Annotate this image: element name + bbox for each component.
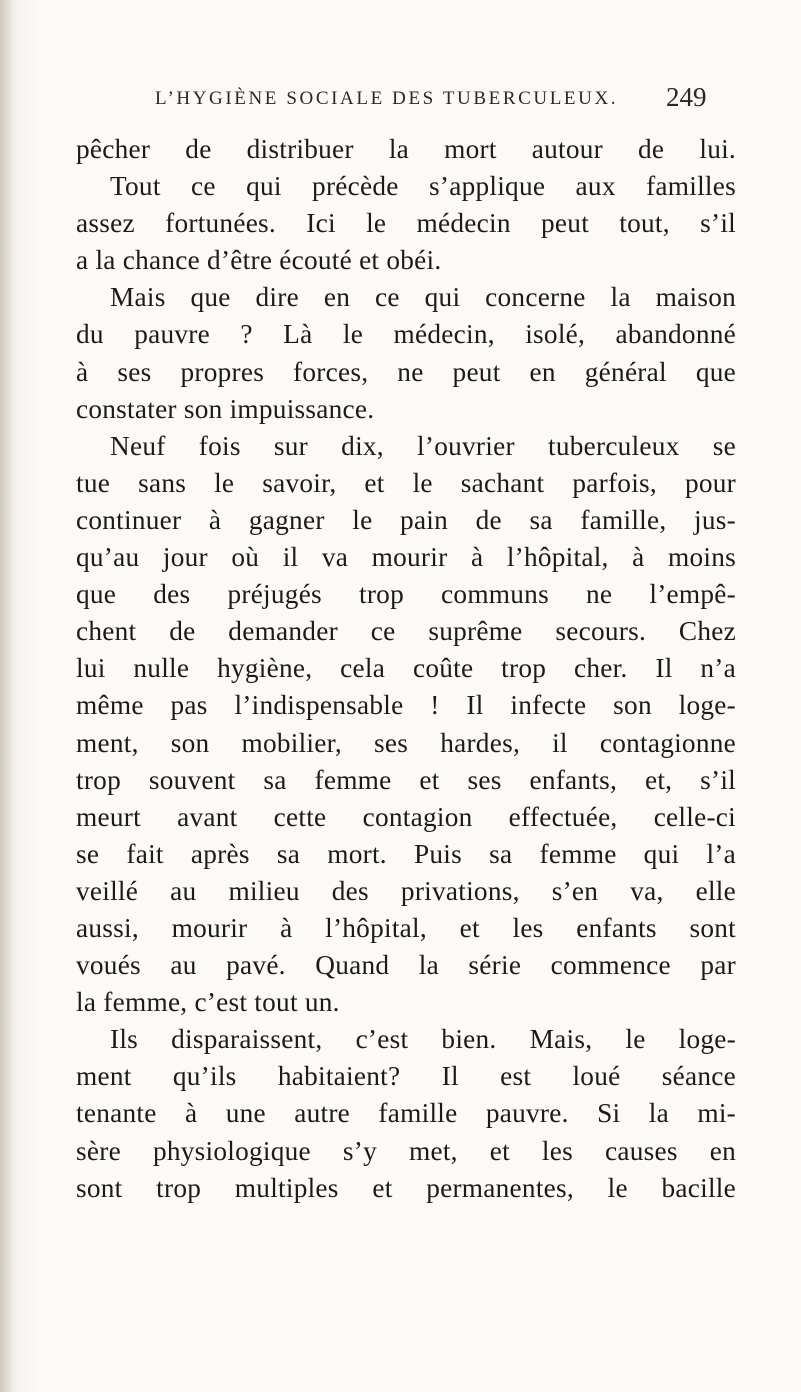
- text-line: trop souvent sa femme et ses enfants, et, s’il: [76, 764, 736, 795]
- text-line: voués au pavé. Quand la série commence par: [76, 950, 736, 981]
- body-text: [76, 131, 736, 1207]
- text-line: Tout ce qui précède s’applique aux familles: [110, 171, 736, 202]
- text-line: chent de demander ce suprême secours. Chez: [76, 616, 736, 647]
- text-line: que des préjugés trop communs ne l’empê-: [76, 579, 736, 610]
- running-head: L’HYGIÈNE SOCIALE DES TUBERCULEUX.: [155, 88, 619, 109]
- text-line: constater son impuissance.: [76, 393, 375, 424]
- text-line: Ils disparaissent, c’est bien. Mais, le loge-: [110, 1024, 736, 1055]
- text-line: lui nulle hygiène, cela coûte trop cher. Il n’a: [76, 653, 736, 684]
- text-line: tue sans le savoir, et le sachant parfois, pour: [76, 467, 736, 498]
- page-gutter-shadow: [0, 0, 14, 1392]
- text-line: Neuf fois sur dix, l’ouvrier tuberculeux se: [110, 430, 736, 461]
- text-line: pêcher de distribuer la mort autour de lui.: [76, 134, 736, 164]
- text-line: la femme, c’est tout un.: [76, 987, 340, 1018]
- text-line: Mais que dire en ce qui concerne la maison: [110, 282, 736, 313]
- text-line: assez fortunées. Ici le médecin peut tout, s’il: [76, 208, 736, 239]
- text-line: aussi, mourir à l’hôpital, et les enfants sont: [76, 912, 736, 943]
- text-line: à ses propres forces, ne peut en général que: [76, 356, 736, 387]
- text-line: même pas l’indispensable ! Il infecte son loge-: [76, 690, 736, 721]
- text-line: qu’au jour où il va mourir à l’hôpital, à moins: [76, 542, 736, 573]
- text-line: tenante à une autre famille pauvre. Si la mi-: [76, 1098, 736, 1129]
- text-line: meurt avant cette contagion effectuée, celle-ci: [76, 801, 736, 832]
- text-line: sère physiologique s’y met, et les causes en: [76, 1135, 736, 1166]
- text-line: ment, son mobilier, ses hardes, il contagionne: [76, 727, 736, 758]
- text-line: ment qu’ils habitaient? Il est loué séance: [76, 1061, 736, 1092]
- text-line: se fait après sa mort. Puis sa femme qui l’a: [76, 838, 736, 869]
- page-header: [0, 84, 801, 118]
- text-line: a la chance d’être écouté et obéi.: [76, 245, 442, 276]
- text-line: sont trop multiples et permanentes, le bacille: [76, 1172, 736, 1203]
- text-line: veillé au milieu des privations, s’en va, elle: [76, 875, 736, 906]
- text-line: du pauvre ? Là le médecin, isolé, abandonné: [76, 319, 736, 350]
- text-line: continuer à gagner le pain de sa famille, jus-: [76, 504, 736, 535]
- page-number: 249: [666, 82, 707, 112]
